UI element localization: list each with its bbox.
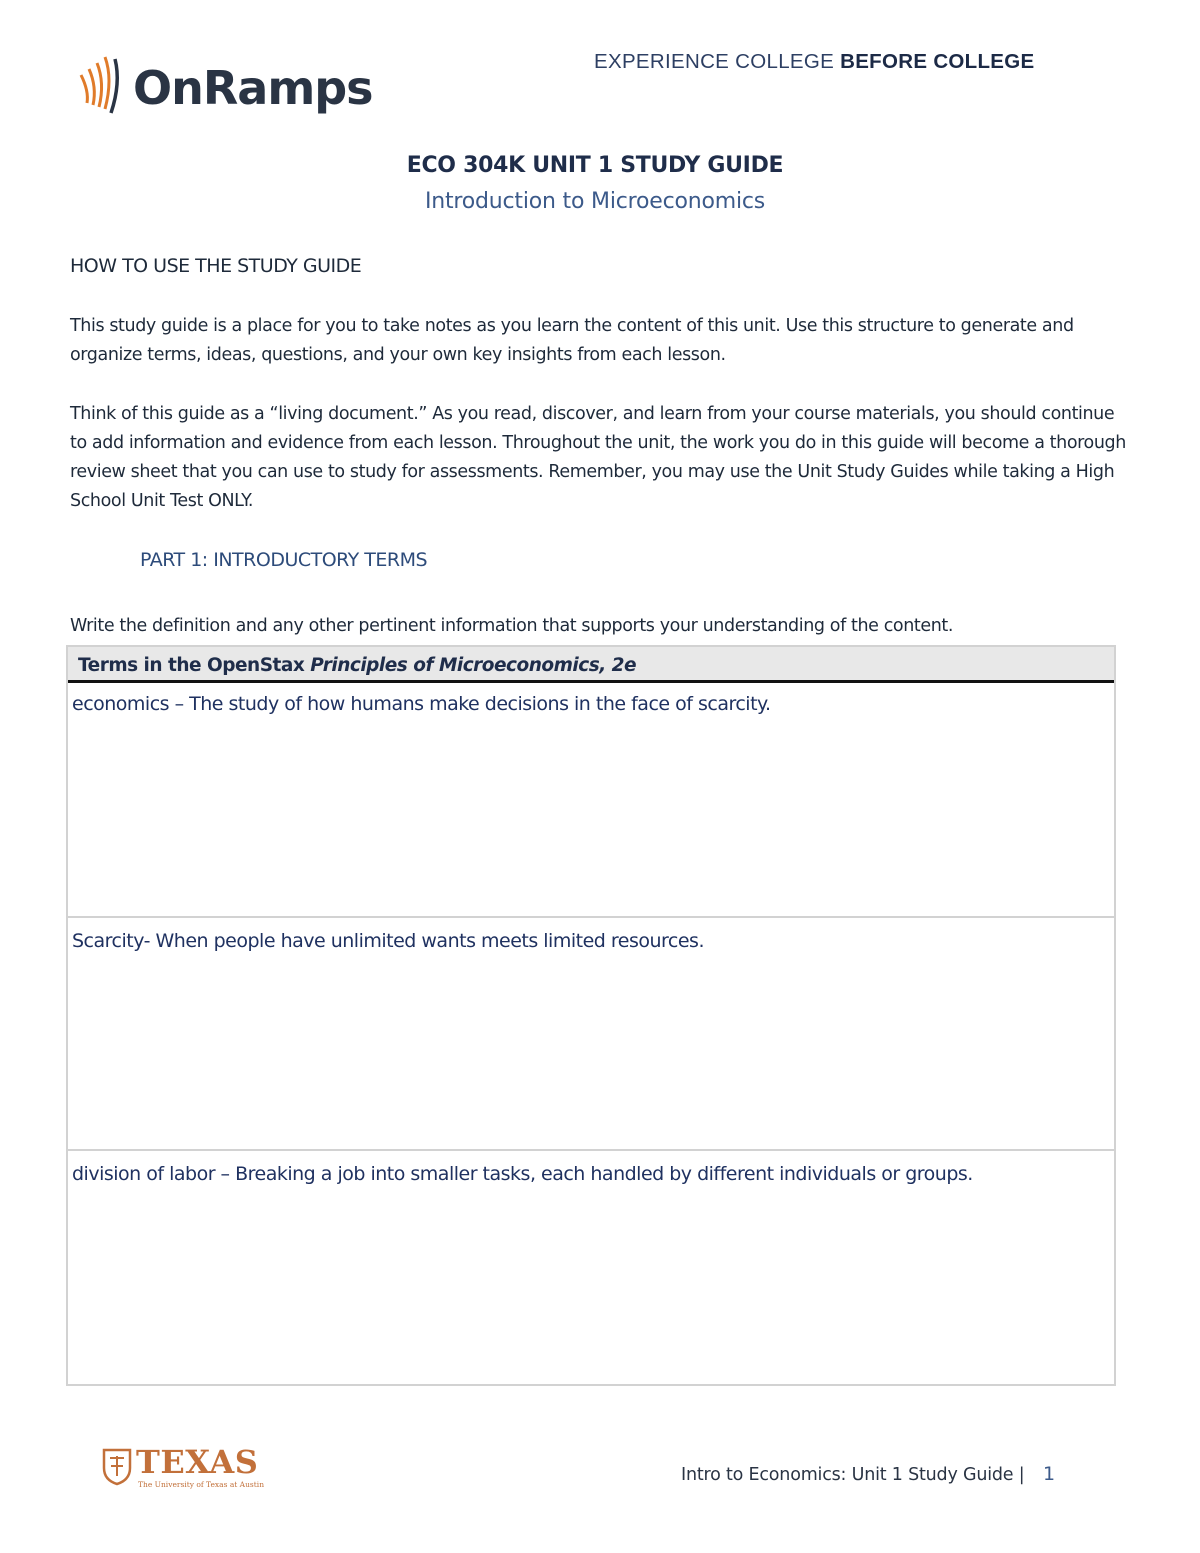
terms-table bbox=[66, 645, 1116, 1386]
document-title: ECO 304K UNIT 1 STUDY GUIDE bbox=[406, 153, 784, 178]
how-to-heading: HOW TO USE THE STUDY GUIDE bbox=[70, 255, 362, 277]
onramps-logo-mark-icon bbox=[75, 49, 131, 119]
terms-table-header bbox=[68, 647, 1114, 683]
terms-header-prefix: Terms in the OpenStax bbox=[78, 655, 311, 676]
texas-logo-subtext: The University of Texas at Austin bbox=[138, 1480, 265, 1489]
term-row-scarcity[interactable]: Scarcity- When people have unlimited wants meets limited resources. bbox=[68, 918, 1114, 1151]
term-row-economics[interactable]: economics – The study of how humans make decisions in the face of scarcity. bbox=[68, 683, 1114, 918]
part-1-heading: PART 1: INTRODUCTORY TERMS bbox=[140, 549, 428, 571]
page-number: 1 bbox=[1043, 1463, 1056, 1485]
intro-paragraph-1: This study guide is a place for you to take notes as you learn the content of this unit. Use this structure to generate and organize terms, ideas, questions, and your own key insights from each lesson. bbox=[70, 316, 1074, 365]
footer-guide-label: Intro to Economics: Unit 1 Study Guide | bbox=[681, 1465, 1025, 1485]
texas-seal-icon bbox=[102, 1446, 132, 1486]
texas-logo bbox=[100, 1443, 270, 1493]
terms-header-book-title: Principles of Microeconomics, 2e bbox=[310, 655, 637, 676]
instructions-text: Write the definition and any other pertinent information that supports your understanding of the content. bbox=[70, 616, 954, 636]
header-tagline bbox=[594, 50, 1035, 74]
intro-paragraph-2: Think of this guide as a “living document.” As you read, discover, and learn from your course materials, you should continue to add information and evidence from each lesson. Throughout the unit, the work you do in this guide will become a thorough review sheet that you can use to study for assessments. Remember, you may use the Unit Study Guides while taking a High School Unit Test ONLY. bbox=[70, 404, 1126, 511]
term-row-division-of-labor[interactable]: division of labor – Breaking a job into smaller tasks, each handled by different individuals or groups. bbox=[72, 1163, 973, 1185]
texas-logo-word: TEXAS bbox=[136, 1443, 259, 1481]
onramps-logo bbox=[75, 44, 375, 124]
document-subtitle: Introduction to Microeconomics bbox=[424, 189, 766, 214]
onramps-logo-text: OnRamps bbox=[133, 61, 373, 115]
tagline-prefix: EXPERIENCE COLLEGE bbox=[594, 50, 841, 73]
tagline-bold: BEFORE COLLEGE bbox=[840, 50, 1035, 73]
